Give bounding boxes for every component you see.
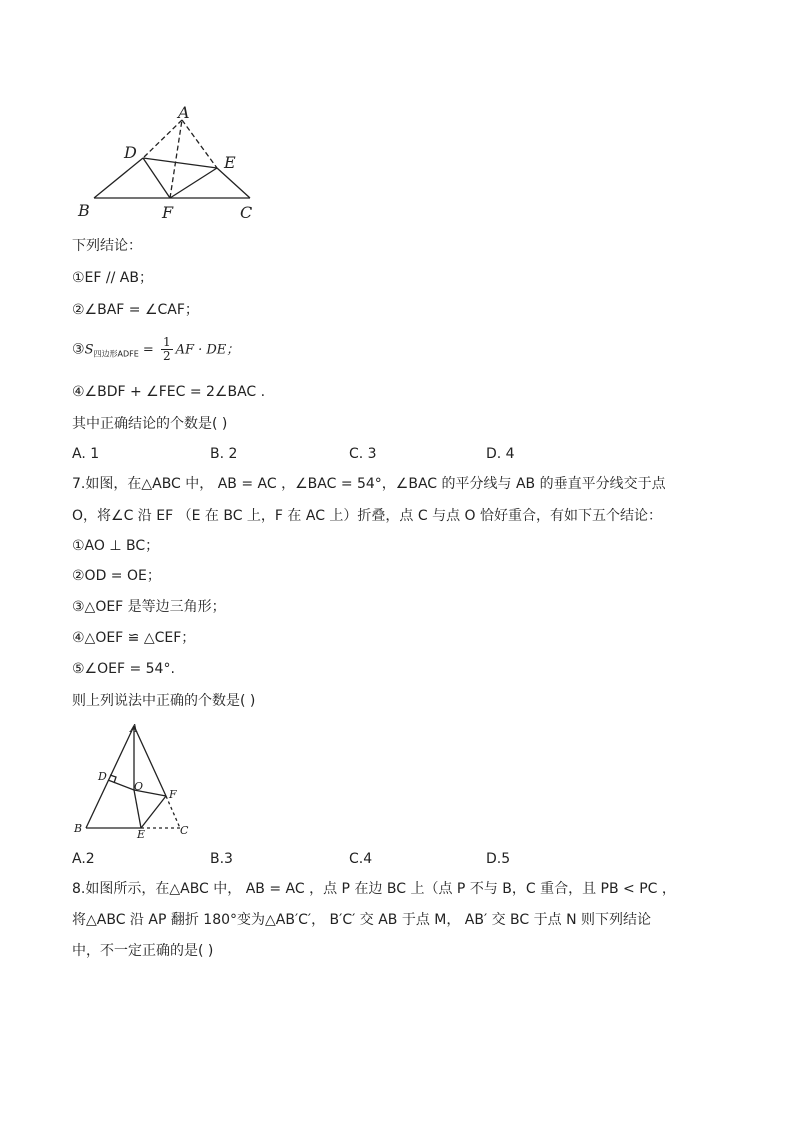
q7-conclusion-2: ②OD = OE； (72, 568, 161, 584)
conclusion-1: ①EF // AB； (72, 270, 153, 286)
fig2-label-a: A (130, 722, 138, 735)
conclusion-3 (72, 336, 239, 365)
conclusion-4: ④∠BDF + ∠FEC = 2∠BAC . (72, 384, 266, 400)
figure-isosceles-fold (72, 718, 202, 842)
q7-conclusion-4: ④△OEF ≌ △CEF； (72, 630, 196, 646)
question6-tail: 其中正确结论的个数是( ) (72, 416, 228, 432)
fig2-label-d: D (98, 770, 107, 783)
q7-conclusion-1: ①AO ⊥ BC； (72, 538, 160, 554)
equals-sign: = (138, 342, 158, 358)
q6-option-b[interactable]: B. 2 (210, 446, 238, 462)
fraction-numerator: 1 (162, 335, 171, 349)
q6-option-d[interactable]: D. 4 (486, 446, 515, 462)
fig2-label-e: E (137, 828, 146, 841)
fraction-one-half (161, 336, 173, 363)
fig1-label-c: C (240, 203, 253, 222)
q8-line-3: 中，不一定正确的是( ) (72, 943, 214, 959)
q8-line-2: 将△ABC 沿 AP 翻折 180°变为△AB′C′， B′C′ 交 AB 于点 M， AB′ 交 BC 于点 N 则下列结论 (72, 912, 652, 928)
fig2-label-b: B (74, 822, 83, 835)
conclusion-2: ②∠BAF = ∠CAF； (72, 302, 199, 318)
fig1-label-b: B (78, 201, 90, 220)
q7-tail: 则上列说法中正确的个数是( ) (72, 693, 256, 709)
conclusion-3-prefix: ③ (72, 341, 85, 358)
q7-conclusion-3: ③△OEF 是等边三角形； (72, 599, 226, 615)
fig1-label-a: A (178, 103, 190, 122)
q6-option-a[interactable]: A. 1 (72, 446, 100, 462)
conclusion-3-rest: AF · DE； (175, 342, 240, 358)
area-symbol: S (84, 342, 94, 358)
figure-triangle-fold (72, 98, 272, 226)
q7-option-a[interactable]: A.2 (72, 851, 95, 867)
area-subscript: 四边形ADFE (93, 349, 139, 359)
fraction-denominator: 2 (162, 349, 171, 363)
q7-option-c[interactable]: C.4 (349, 851, 373, 867)
q7-conclusion-5: ⑤∠OEF = 54°. (72, 661, 175, 677)
fig2-label-o: O (134, 780, 144, 793)
q6-option-c[interactable]: C. 3 (349, 446, 377, 462)
fig2-label-c: C (180, 824, 189, 837)
intro-text: 下列结论： (72, 238, 142, 254)
fig1-label-e: E (224, 153, 236, 172)
fig2-label-f: F (169, 788, 177, 801)
q7-line-2: O，将∠C 沿 EF （E 在 BC 上，F 在 AC 上）折叠，点 C 与点 O 恰好重合，有如下五个结论： (72, 508, 663, 524)
q7-option-b[interactable]: B.3 (210, 851, 233, 867)
q7-line-1: 7.如图，在△ABC 中， AB = AC ，∠BAC = 54°，∠BAC 的平分线与 AB 的垂直平分线交于点 (72, 476, 666, 492)
fig1-label-f: F (162, 203, 174, 222)
fig1-label-d: D (124, 143, 137, 162)
q8-line-1: 8.如图所示，在△ABC 中， AB = AC ，点 P 在边 BC 上（点 P 不与 B，C 重合，且 PB < PC ， (72, 881, 676, 897)
q7-option-d[interactable]: D.5 (486, 851, 511, 867)
